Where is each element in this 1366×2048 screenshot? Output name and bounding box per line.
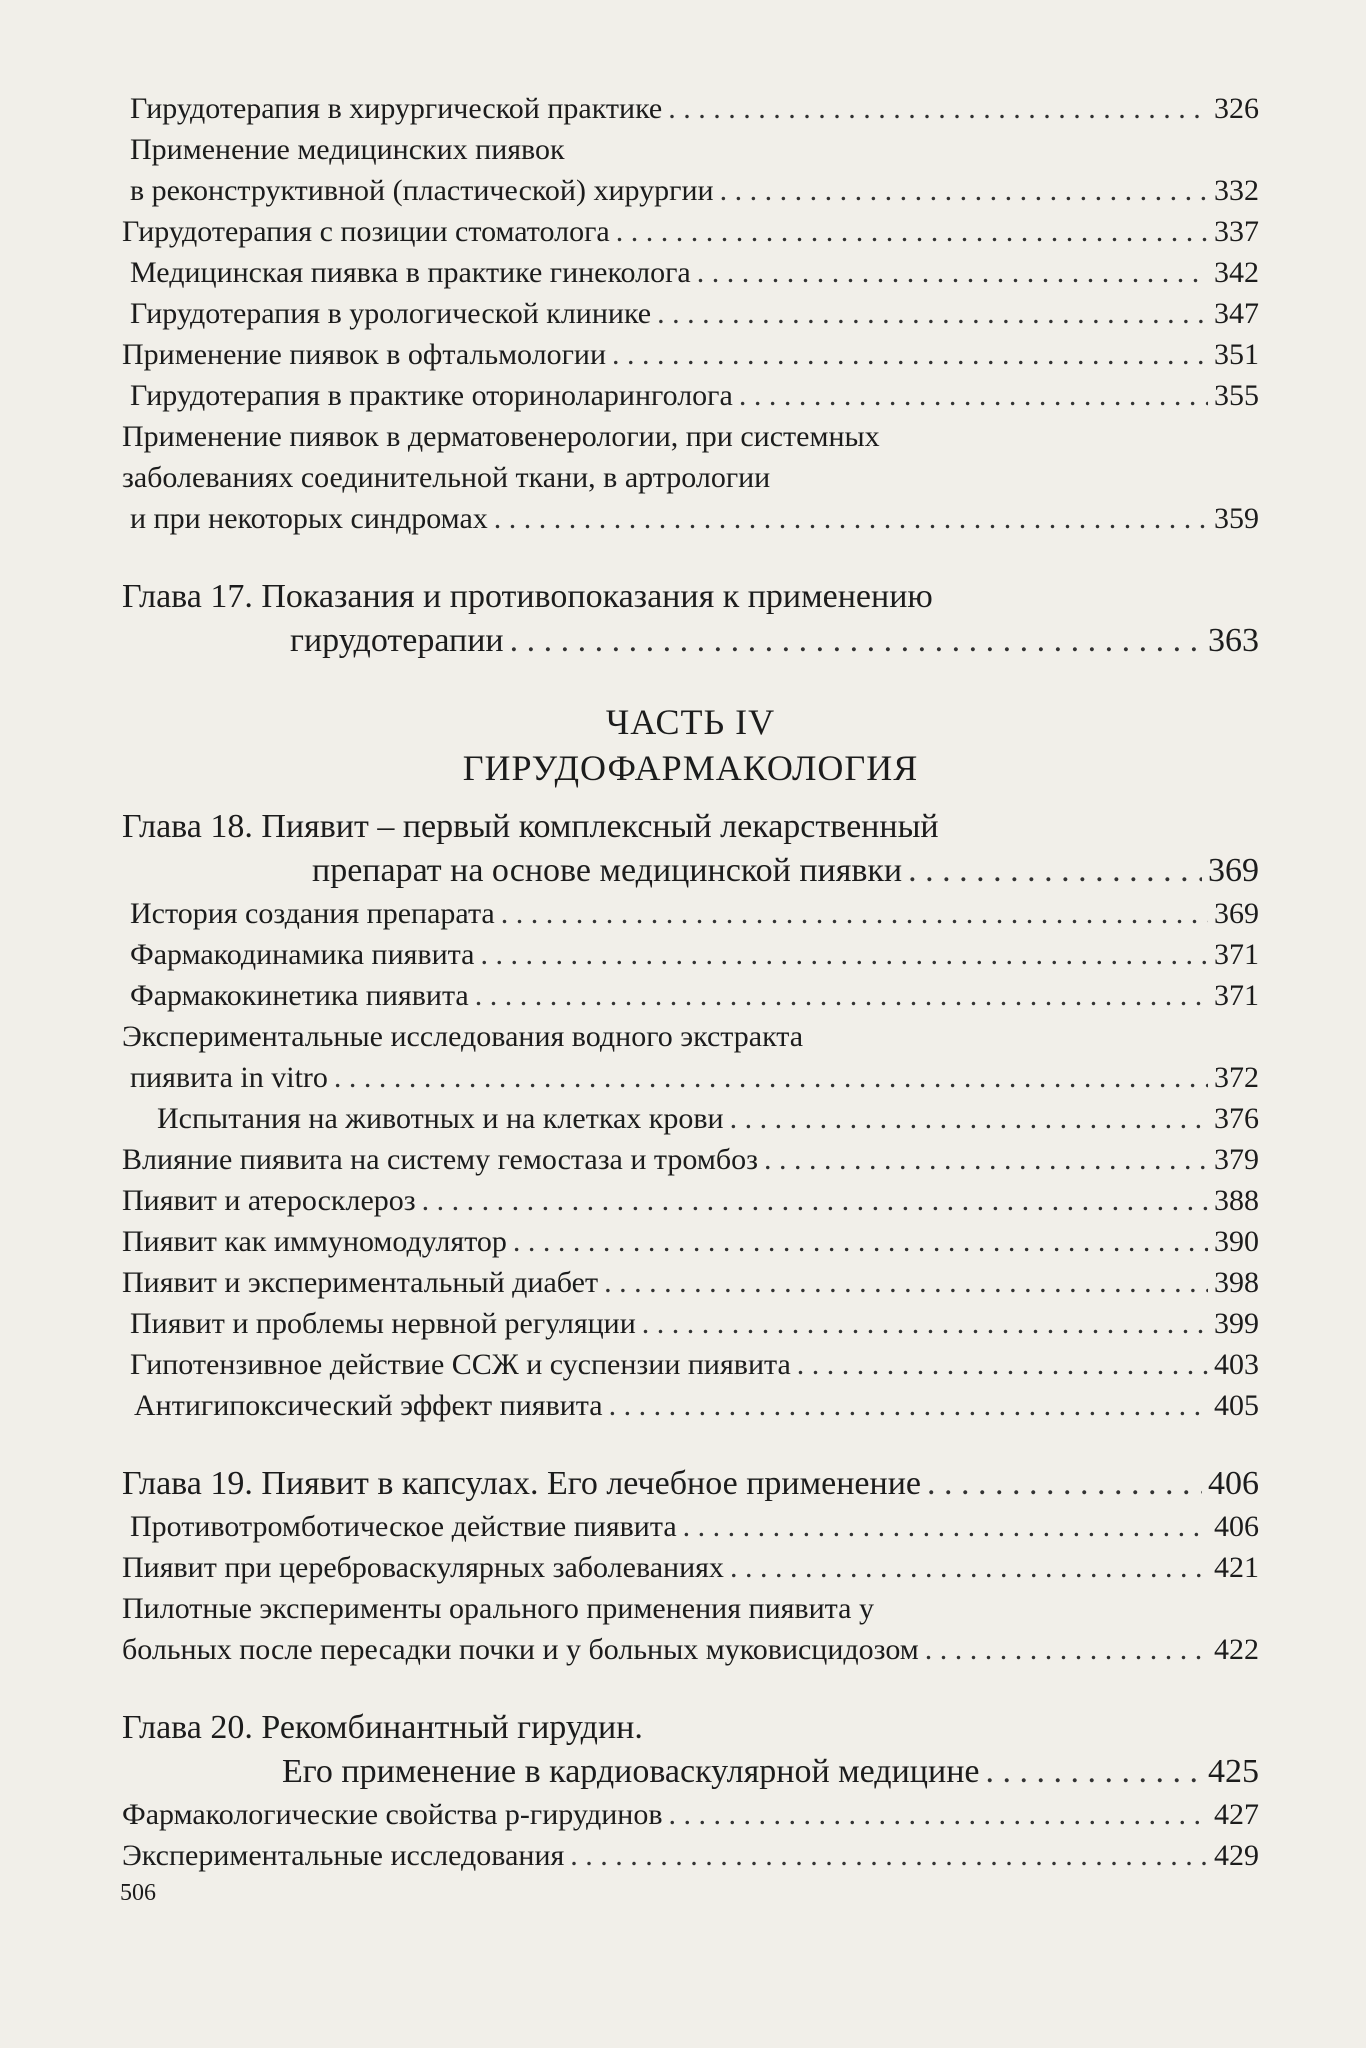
toc-entry-page: 326 bbox=[1214, 92, 1259, 125]
toc-entry-page: 425 bbox=[1208, 1753, 1259, 1790]
toc-entry[interactable] bbox=[122, 498, 1259, 539]
toc-entry[interactable] bbox=[122, 934, 1259, 975]
toc-entry-title[interactable]: Экспериментальные исследования водного экстракта bbox=[122, 1020, 804, 1053]
toc-entry[interactable] bbox=[122, 1180, 1259, 1221]
toc-entry-page: 376 bbox=[1214, 1102, 1259, 1135]
toc-entry[interactable] bbox=[122, 1344, 1259, 1385]
leader-dots bbox=[480, 934, 1208, 975]
leader-dots bbox=[797, 1344, 1208, 1385]
toc-entry-page: 332 bbox=[1214, 174, 1259, 207]
toc-entry[interactable] bbox=[122, 1098, 1259, 1139]
toc-entry-title: Пиявит и проблемы нервной регуляции bbox=[130, 1307, 636, 1340]
toc-entry-title: Фармакокинетика пиявита bbox=[130, 979, 469, 1012]
toc-entry-title: больных после пересадки почки и у больных муковисцидозом bbox=[122, 1633, 919, 1666]
leader-dots bbox=[927, 1462, 1202, 1506]
toc-entry-title: препарат на основе медицинской пиявки bbox=[312, 852, 903, 889]
toc-entry-title: Экспериментальные исследования bbox=[122, 1839, 565, 1872]
toc-entry[interactable] bbox=[122, 1262, 1259, 1303]
toc-entry[interactable] bbox=[122, 1629, 1259, 1670]
toc-entry-title: пиявита in vitro bbox=[130, 1061, 328, 1094]
toc-entry[interactable] bbox=[122, 1303, 1259, 1344]
leader-dots bbox=[334, 1057, 1208, 1098]
toc-entry[interactable] bbox=[122, 211, 1259, 252]
toc-entry[interactable] bbox=[122, 88, 1259, 129]
leader-dots bbox=[668, 88, 1208, 129]
toc-entry-title: гирудотерапии bbox=[290, 622, 504, 659]
toc-entry-page: 337 bbox=[1214, 215, 1259, 248]
leader-dots bbox=[730, 1547, 1208, 1588]
toc-entry[interactable] bbox=[122, 1462, 1259, 1506]
toc-entry-page: 398 bbox=[1214, 1266, 1259, 1299]
toc-entry-title: Фармакодинамика пиявита bbox=[130, 938, 475, 971]
toc-entry-page: 406 bbox=[1208, 1465, 1259, 1502]
toc-entry-title: Пиявит и экспериментальный диабет bbox=[122, 1266, 599, 1299]
toc-entry-title: Его применение в кардиоваскулярной медицине bbox=[282, 1753, 980, 1790]
toc-entry[interactable] bbox=[122, 619, 1259, 663]
leader-dots bbox=[501, 893, 1208, 934]
toc-entry[interactable] bbox=[122, 893, 1259, 934]
toc-entry[interactable] bbox=[122, 1221, 1259, 1262]
toc-entry[interactable] bbox=[122, 334, 1259, 375]
leader-dots bbox=[609, 1385, 1208, 1426]
toc-entry-page: 363 bbox=[1208, 622, 1259, 659]
leader-dots bbox=[616, 211, 1208, 252]
toc-entry-title: Гирудотерапия в практике оториноларинголога bbox=[130, 379, 733, 412]
toc-entry-title[interactable]: Применение медицинских пиявок bbox=[130, 133, 565, 166]
leader-dots bbox=[657, 293, 1208, 334]
toc-entry-title: Влияние пиявита на систему гемостаза и тромбоз bbox=[122, 1143, 758, 1176]
leader-dots bbox=[985, 1750, 1202, 1794]
leader-dots bbox=[764, 1139, 1208, 1180]
leader-dots bbox=[908, 849, 1202, 893]
toc-entry-title: Гипотензивное действие ССЖ и суспензии пиявита bbox=[130, 1348, 791, 1381]
part-number: ЧАСТЬ IV bbox=[605, 702, 776, 742]
toc-entry-title: Гирудотерапия в хирургической практике bbox=[130, 92, 663, 125]
toc-entry-page: 399 bbox=[1214, 1307, 1259, 1340]
toc-entry-page: 351 bbox=[1214, 338, 1259, 371]
toc-entry-title: Гирудотерапия с позиции стоматолога bbox=[122, 215, 610, 248]
chapter-17-title[interactable]: Глава 17. Показания и противопоказания к применению bbox=[122, 578, 933, 615]
toc-entry-page: 388 bbox=[1214, 1184, 1259, 1217]
leader-dots bbox=[604, 1262, 1208, 1303]
toc-entry[interactable] bbox=[122, 170, 1259, 211]
toc-entry[interactable] bbox=[122, 293, 1259, 334]
toc-entry-page: 427 bbox=[1214, 1798, 1259, 1831]
toc-entry-title: Пиявит при цереброваскулярных заболеваниях bbox=[122, 1551, 724, 1584]
toc-entry-title: Фармакологические свойства р-гирудинов bbox=[122, 1798, 663, 1831]
toc-entry-title: Медицинская пиявка в практике гинеколога bbox=[130, 256, 691, 289]
toc-entry-page: 371 bbox=[1214, 938, 1259, 971]
toc-entry-page: 422 bbox=[1214, 1633, 1259, 1666]
toc-entry-page: 359 bbox=[1214, 502, 1259, 535]
leader-dots bbox=[730, 1098, 1208, 1139]
toc-entry-title: Противотромботическое действие пиявита bbox=[130, 1510, 677, 1543]
toc-entry-page: 421 bbox=[1214, 1551, 1259, 1584]
toc-entry-title: и при некоторых синдромах bbox=[130, 502, 488, 535]
toc-entry-page: 406 bbox=[1214, 1510, 1259, 1543]
toc-entry-page: 405 bbox=[1214, 1389, 1259, 1422]
leader-dots bbox=[925, 1629, 1208, 1670]
chapter-19-title: Глава 19. Пиявит в капсулах. Его лечебное применение bbox=[122, 1465, 921, 1502]
toc-entry-title: Антигипоксический эффект пиявита bbox=[134, 1389, 603, 1422]
toc-entry[interactable] bbox=[122, 252, 1259, 293]
leader-dots bbox=[494, 498, 1208, 539]
toc-entry-page: 372 bbox=[1214, 1061, 1259, 1094]
toc-entry-page: 347 bbox=[1214, 297, 1259, 330]
table-of-contents bbox=[122, 88, 1259, 1876]
toc-entry-page: 390 bbox=[1214, 1225, 1259, 1258]
leader-dots bbox=[475, 975, 1208, 1016]
toc-entry-page: 371 bbox=[1214, 979, 1259, 1012]
toc-entry[interactable] bbox=[122, 975, 1259, 1016]
leader-dots bbox=[739, 375, 1208, 416]
toc-entry-title[interactable]: Применение пиявок в дерматовенерологии, при системных bbox=[122, 420, 880, 453]
leader-dots bbox=[683, 1506, 1208, 1547]
toc-entry-title: Гирудотерапия в урологической клинике bbox=[130, 297, 652, 330]
leader-dots bbox=[570, 1835, 1208, 1876]
leader-dots bbox=[720, 170, 1208, 211]
toc-entry-page: 429 bbox=[1214, 1839, 1259, 1872]
leader-dots bbox=[612, 334, 1208, 375]
toc-entry[interactable] bbox=[122, 1506, 1259, 1547]
toc-entry[interactable] bbox=[122, 849, 1259, 893]
toc-entry[interactable] bbox=[122, 1057, 1259, 1098]
toc-entry[interactable] bbox=[122, 1794, 1259, 1835]
toc-entry[interactable] bbox=[122, 1835, 1259, 1876]
part-title: ГИРУДОФАРМАКОЛОГИЯ bbox=[462, 748, 919, 788]
toc-entry-title: Применение пиявок в офтальмологии bbox=[122, 338, 607, 371]
toc-entry-title: в реконструктивной (пластической) хирургии bbox=[130, 174, 714, 207]
leader-dots bbox=[513, 1221, 1208, 1262]
toc-entry-page: 369 bbox=[1208, 852, 1259, 889]
toc-entry-page: 369 bbox=[1214, 897, 1259, 930]
chapter-18-title[interactable]: Глава 18. Пиявит – первый комплексный лекарственный bbox=[122, 808, 939, 845]
toc-entry[interactable] bbox=[122, 1385, 1259, 1426]
toc-entry-title: История создания препарата bbox=[130, 897, 495, 930]
chapter-20-title[interactable]: Глава 20. Рекомбинантный гирудин. bbox=[122, 1709, 643, 1746]
leader-dots bbox=[669, 1794, 1209, 1835]
toc-entry-title: Пиявит и атеросклероз bbox=[122, 1184, 416, 1217]
toc-entry[interactable] bbox=[122, 1547, 1259, 1588]
toc-entry-title[interactable]: заболеваниях соединительной ткани, в артрологии bbox=[122, 461, 771, 494]
toc-entry-page: 342 bbox=[1214, 256, 1259, 289]
leader-dots bbox=[510, 619, 1202, 663]
toc-entry-page: 403 bbox=[1214, 1348, 1259, 1381]
toc-entry-page: 355 bbox=[1214, 379, 1259, 412]
toc-entry-page: 379 bbox=[1214, 1143, 1259, 1176]
toc-entry-title[interactable]: Пилотные эксперименты орального применения пиявита у bbox=[122, 1592, 874, 1625]
leader-dots bbox=[422, 1180, 1208, 1221]
leader-dots bbox=[697, 252, 1208, 293]
toc-entry[interactable] bbox=[122, 1139, 1259, 1180]
leader-dots bbox=[642, 1303, 1208, 1344]
toc-entry[interactable] bbox=[122, 375, 1259, 416]
toc-entry[interactable] bbox=[122, 1750, 1259, 1794]
toc-entry-title: Испытания на животных и на клетках крови bbox=[157, 1102, 724, 1135]
page-number: 506 bbox=[120, 1880, 156, 1906]
toc-entry-title: Пиявит как иммуномодулятор bbox=[122, 1225, 507, 1258]
